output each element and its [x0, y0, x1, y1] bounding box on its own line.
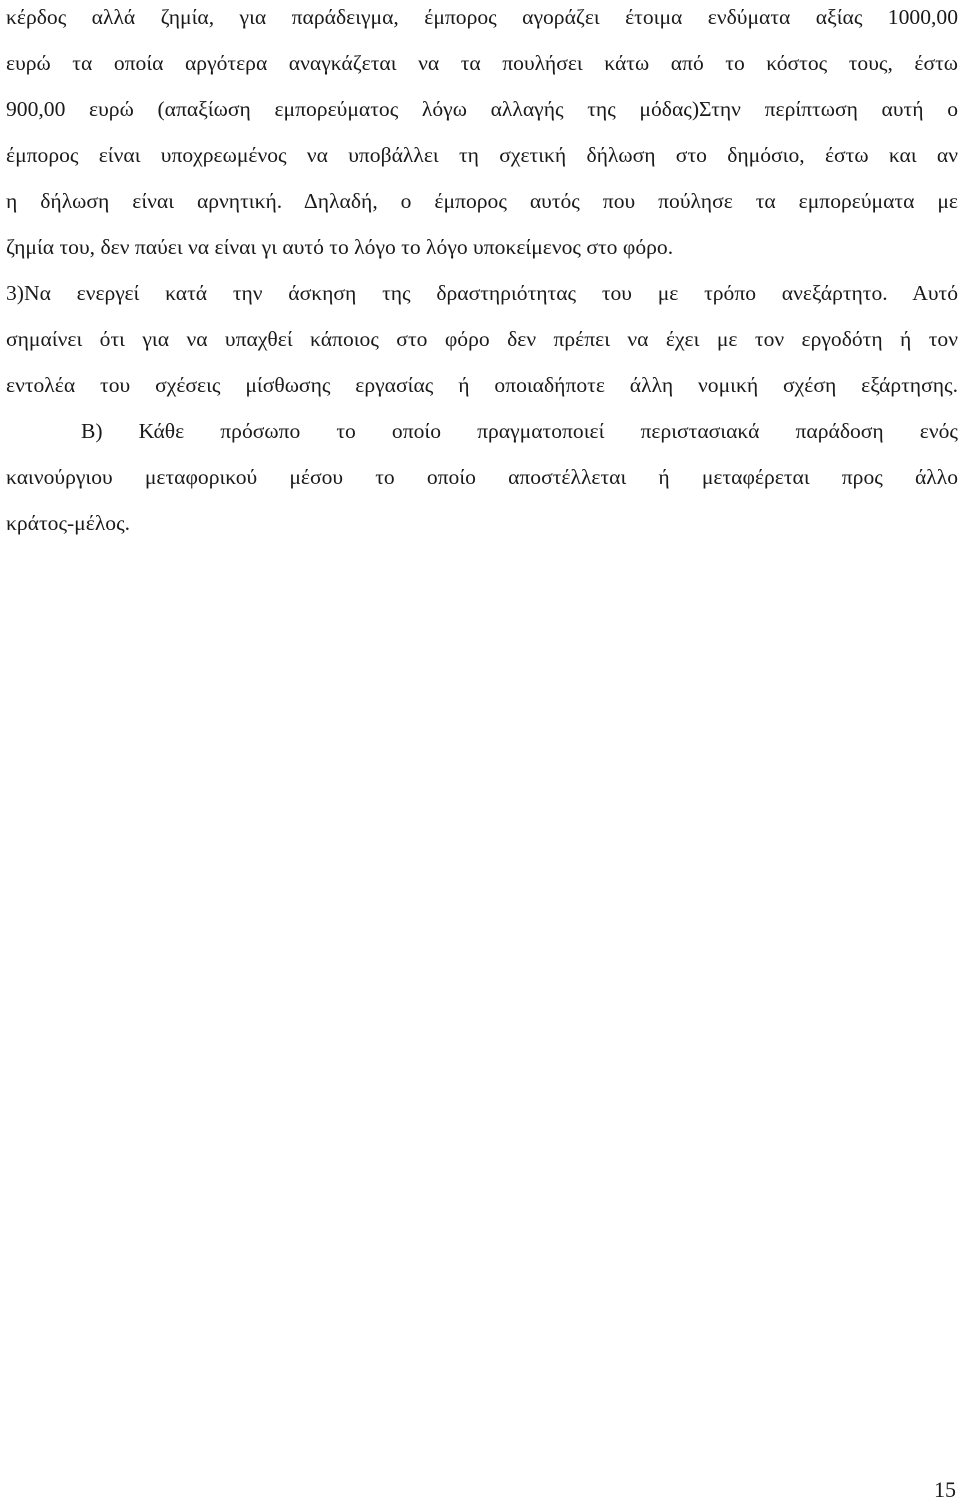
body-text — [6, 0, 958, 546]
text-line-12: κράτος-μέλος. — [6, 511, 131, 535]
page-number: 15 — [934, 1477, 956, 1502]
text-line-7: 3)Να ενεργεί κατά την άσκηση της δραστηριότητας του με τρόπο ανεξάρτητο. Αυτό — [6, 281, 958, 305]
text-line-9: εντολέα του σχέσεις μίσθωσης εργασίας ή οποιαδήποτε άλλη νομική σχέση εξάρτησης. — [6, 373, 958, 397]
text-line-11: καινούργιου μεταφορικού μέσου το οποίο αποστέλλεται ή μεταφέρεται προς άλλο — [6, 465, 958, 489]
text-line-4: έμπορος είναι υποχρεωμένος να υποβάλλει τη σχετική δήλωση στο δημόσιο, έστω και αν — [6, 143, 958, 167]
text-line-2: ευρώ τα οποία αργότερα αναγκάζεται να τα πουλήσει κάτω από το κόστος τους, έστω — [6, 51, 958, 75]
text-line-6: ζημία του, δεν παύει να είναι γι αυτό το λόγο το λόγο υποκείμενος στο φόρο. — [6, 235, 674, 259]
text-line-3: 900,00 ευρώ (απαξίωση εμπορεύματος λόγω αλλαγής της μόδας)Στην περίπτωση αυτή ο — [6, 97, 958, 121]
text-line-1: κέρδος αλλά ζημία, για παράδειγμα, έμπορος αγοράζει έτοιμα ενδύματα αξίας 1000,00 — [6, 5, 958, 29]
text-line-10: Β) Κάθε πρόσωπο το οποίο πραγματοποιεί περιστασιακά παράδοση ενός — [81, 419, 958, 443]
text-line-8: σημαίνει ότι για να υπαχθεί κάποιος στο φόρο δεν πρέπει να έχει με τον εργοδότη ή τον — [6, 327, 958, 351]
text-line-5: η δήλωση είναι αρνητική. Δηλαδή, ο έμπορος αυτός που πούλησε τα εμπορεύματα με — [6, 189, 958, 213]
